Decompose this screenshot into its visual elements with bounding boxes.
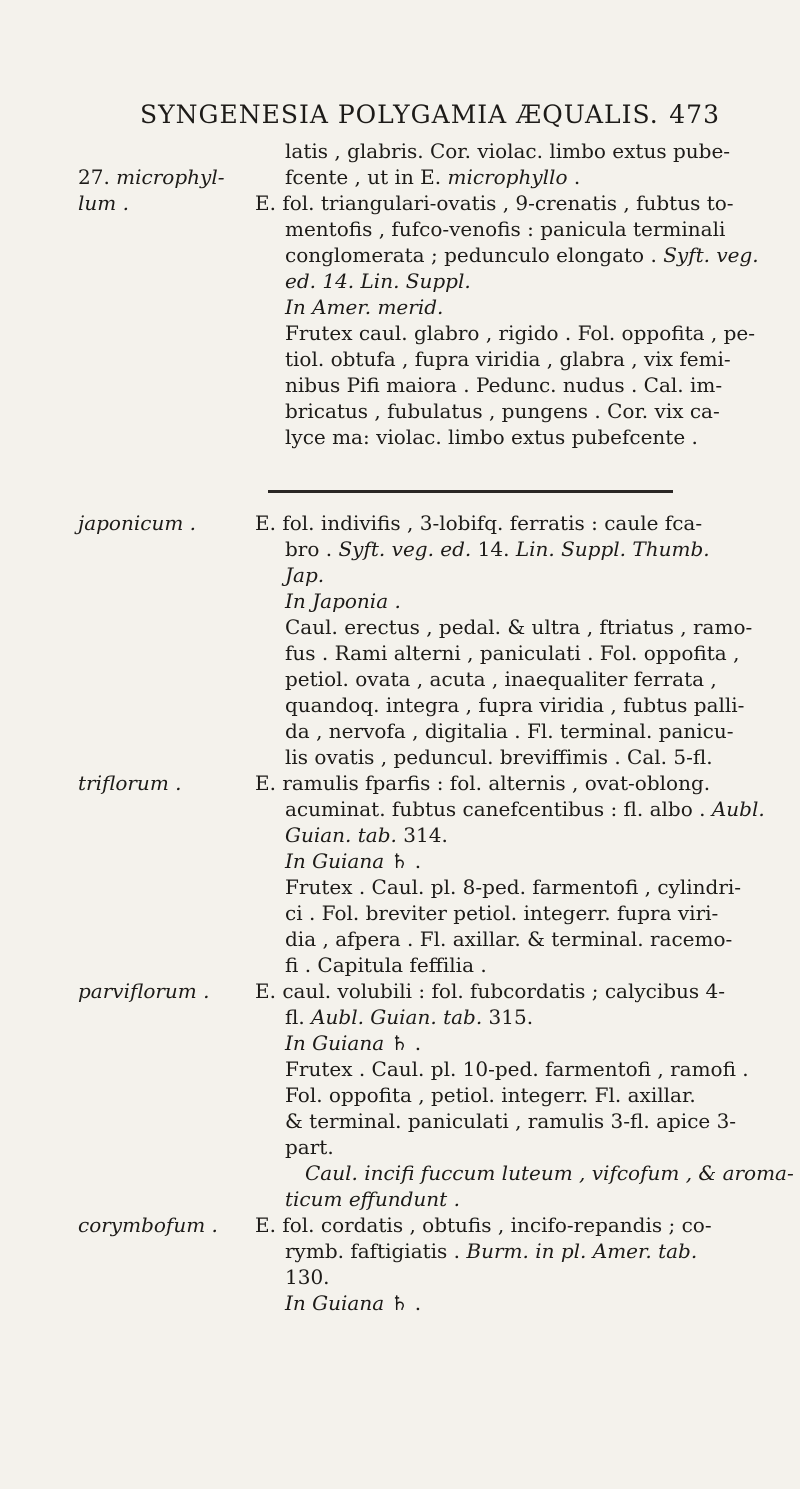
entry-text: E. fol. cordatis , obtufis , incifo-repandis ; co- rymb. faftigiatis . Burm. in pl. Amer. tab. 130. In Guiana ♄ . (255, 1213, 712, 1315)
entry-text: E. caul. volubili : fol. fubcordatis ; calycibus 4- fl. Aubl. Guian. tab. 315. In Guiana ♄ . Frutex . Caul. pl. 10-ped. farmentofi , ramofi . Fol. oppofita , petiol. integerr. Fl. axillar. & terminal. paniculati , ramulis 3-fl. apice 3- part. Caul. incifi fuccum luteum , vifcofum , & aroma- ticum effundunt . (255, 979, 794, 1211)
running-header (140, 100, 720, 129)
entry-text: latis , glabris. Cor. violac. limbo extus pube- fcente , ut in E. microphyllo . E. fol. triangulari-ovatis , 9-crenatis , fubtus to- mentofis , fufco-venofis : panicula terminali conglomerata ; pedunculo elongato . Syft. veg. ed. 14. Lin. Suppl. In Amer. merid. Frutex caul. glabro , rigido . Fol. oppofita , pe- tiol. obtufa , fupra viridia , glabra , vix femi- nibus Pifi maiora . Pedunc. nudus . Cal. im- bricatus , fubulatus , pungens . Cor. vix ca- lyce ma: violac. limbo extus pubefcente . (255, 139, 759, 449)
entry-label: 27. microphyl- lum . (78, 165, 225, 215)
section-divider (268, 490, 673, 493)
page-number: 473 (669, 100, 720, 129)
header-title: SYNGENESIA POLYGAMIA ÆQUALIS. (140, 100, 659, 129)
entry-label: japonicum . (78, 511, 197, 535)
entry-label: parviflorum . (78, 979, 210, 1003)
entry-label: corymbofum . (78, 1213, 218, 1237)
entry-text: E. fol. indivifis , 3-lobifq. ferratis : caule fca- bro . Syft. veg. ed. 14. Lin. Suppl. Thumb. Jap. In Japonia . Caul. erectus , pedal. & ultra , ftriatus , ramo- fus . Rami alterni , paniculati . Fol. oppofita , petiol. ovata , acuta , inaequaliter ferrata , quandoq. integra , fupra viridia , fubtus palli- da , nervofa , digitalia . Fl. terminal. panicu- lis ovatis , peduncul. breviffimis . Cal. 5-fl. (255, 511, 753, 769)
entry-label: triflorum . (78, 771, 182, 795)
entry-text: E. ramulis fparfis : fol. alternis , ovat-oblong. acuminat. fubtus canefcentibus : fl. albo . Aubl. Guian. tab. 314. In Guiana ♄ . Frutex . Caul. pl. 8-ped. farmentofi , cylindri- ci . Fol. breviter petiol. integerr. fupra viri- dia , afpera . Fl. axillar. & terminal. racemo- fi . Capitula feffilia . (255, 771, 765, 977)
